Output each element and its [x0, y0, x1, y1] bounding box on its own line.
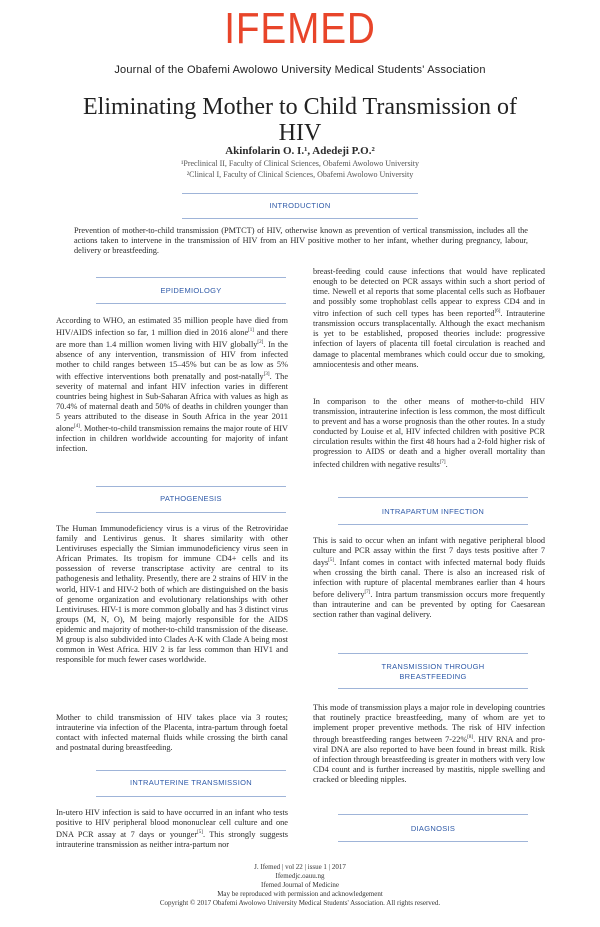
page-footer — [0, 863, 600, 908]
footer-permission: May be reproduced with permission and acknowledgement — [217, 890, 383, 898]
breastfeeding-text: This mode of transmission plays a major role in developing countries that routinely practice breastfeeding, many of whom are yet to implement proper preventive methods. The risk of HIV infection through breastfeeding ranges between 7-22%[8]. HIV RNA and pro-viral DNA are also reported to have been found in breast milk. Risk of infection through breastfeeding is greater in mothers with very low CD4 count and is further increased by mastitis, nipple swelling and cracked or bleeding nipples. — [313, 703, 545, 785]
heading-introduction: INTRODUCTION — [269, 201, 331, 210]
section-rule — [338, 814, 528, 815]
section-rule — [338, 653, 528, 654]
section-rule — [338, 524, 528, 525]
introduction-text: Prevention of mother-to-child transmission (PMTCT) of HIV, otherwise known as prevention of vertical transmission, includes all the actions taken to intervene in the transmission of HIV from an HIV positive mother to her infant, whether during pregnancy, labour, delivery or breastfeeding. — [74, 226, 528, 256]
intrauterine-comparison-text: In comparison to the other means of mother-to-child HIV transmission, intrauterine infection is less common, the most difficult to prevent and has a worse prognosis than the other routes. In a study conducted by Louise et al, HIV infected children with positive PCR circulation results within the first 48 hours had a 2-fold higher risk of progression to AIDS or death and a higher overall mortality than infected children with negative results[7]. — [313, 397, 545, 469]
heading-intrauterine: INTRAUTERINE TRANSMISSION — [130, 778, 252, 787]
intrauterine-text: In-utero HIV infection is said to have occurred in an infant who tests positive to HIV peripheral blood mononuclear cell culture and one DNA PCR assay at 7 days or younger[5]. This strongly suggests intrauterine transmission as neither intra-partum nor — [56, 808, 288, 850]
section-rule — [182, 218, 418, 219]
article-authors: Akinfolarin O. I.¹, Adedeji P.O.² — [225, 145, 375, 157]
heading-pathogenesis: PATHOGENESIS — [160, 494, 222, 503]
intrapartum-text: This is said to occur when an infant with negative peripheral blood culture and PCR assay within the first 7 days tests positive after 7 days[5]. Infant comes in contact with infected maternal body fluids when crossing the birth canal. There is also an increased risk of infection with rupture of placental membranes earlier than 4 hours before delivery[7]. Intra partum transmission occurs more frequently than intrauterine and can be prevented by opting for Caesarean section rather than vaginal delivery. — [313, 536, 545, 620]
section-rule — [96, 512, 286, 513]
affiliation-2: ²Clinical I, Faculty of Clinical Sciences, Obafemi Awolowo University — [186, 170, 414, 179]
epidemiology-text: According to WHO, an estimated 35 million people have died from HIV/AIDS infection so far, 1 million died in 2016 alone[1] and there are more than 1.4 million women living with HIV globally[2]. In the absence of any intervention, transmission of HIV from infected mother to child ranges between 15–45% but can be as low as 5% with effective interventions both prenatally and post-natally[3]. The severity of maternal and infant HIV infection varies in different countries being highest in Sub-Saharan Africa with values as high as 70.4% of maternal death and 50% of deaths in children younger than 5 years attributed to the disease in South Africa in the year 2011 alone[4]. Mother-to-child transmission remains the major route of HIV infection in children worldwide accounting for majority of infant infection. — [56, 316, 289, 454]
section-rule — [96, 486, 286, 487]
footer-url: Ifemedjc.oauu.ng — [275, 872, 325, 880]
footer-copyright: Copyright © 2017 Obafemi Awolowo University Medical Students' Association. All rights reserved. — [159, 899, 441, 907]
heading-epidemiology: EPIDEMIOLOGY — [160, 286, 222, 295]
pathogenesis-routes-text: Mother to child transmission of HIV takes place via 3 routes; intrauterine via infection of the Placenta, intra-partum through foetal contact with infected maternal fluids while crossing the birth canal and postnatal during breastfeeding. — [56, 713, 288, 753]
section-rule — [96, 277, 286, 278]
section-rule — [96, 770, 286, 771]
section-rule — [338, 688, 528, 689]
section-rule — [96, 796, 286, 797]
section-rule — [182, 193, 418, 194]
footer-citation: J. Ifemed | vol 22 | issue 1 | 2017 — [254, 863, 346, 871]
pathogenesis-text: The Human Immunodeficiency virus is a virus of the Retroviridae family and Lentivirus genus. It shares similarity with other Lentiviruses especially the Simian immunodeficiency virus seen in African Primates. Its tropism for immune CD4+ cells and its possession of reverse transcriptase activity are central to its pathogenesis and lethality. Presently, there are 2 strains of HIV in the world, HIV-1 and HIV-2 both of which are distinguished on the basis of genome organization and evolutionary relationships with other Lentiviruses. HIV-1 is more common globally and has 3 distinct virus groups (M, N, O), M being majorly responsible for the AIDS epidemic and majority of mother-to-child transmission of the disease. M group is also subdivided into Clades A-K with Clade A being most common in West Africa. HIV 2 is far less common than HIV1 and responsible for much fewer cases worldwide. — [56, 524, 288, 665]
heading-intrapartum: INTRAPARTUM INFECTION — [381, 507, 485, 516]
footer-journal: Ifemed Journal of Medicine — [261, 881, 339, 889]
section-rule — [338, 497, 528, 498]
intrauterine-text-continued: breast-feeding could cause infections that would have replicated enough to be detected on PCR assays within such a short period of time. Newell et al reports that some placental cells such as Hofbauer and possibly some trophoblast cells appear to express CD4 and in vitro infection of such cell types has been reported[6]. Intrauterine transmission occurs transplacentally. Although the exact mechanism is yet to be established, proposed theories include: progressive infection of layers of placenta till foetal circulation is reached and damage to placental membranes which could occur due to smoking, amniocentesis and other means. — [313, 267, 545, 369]
section-rule — [96, 303, 286, 304]
affiliation-1: ¹Preclinical II, Faculty of Clinical Sciences, Obafemi Awolowo University — [180, 159, 420, 168]
heading-diagnosis: DIAGNOSIS — [410, 824, 456, 833]
article-title: Eliminating Mother to Child Transmission of HIV — [82, 94, 518, 146]
section-rule — [338, 841, 528, 842]
journal-name: Journal of the Obafemi Awolowo University Medical Students' Association — [114, 64, 486, 76]
heading-breastfeeding-line1: TRANSMISSION THROUGH — [381, 662, 485, 671]
heading-breastfeeding-line2: BREASTFEEDING — [399, 672, 467, 681]
journal-logo: IFEMED — [224, 4, 376, 53]
